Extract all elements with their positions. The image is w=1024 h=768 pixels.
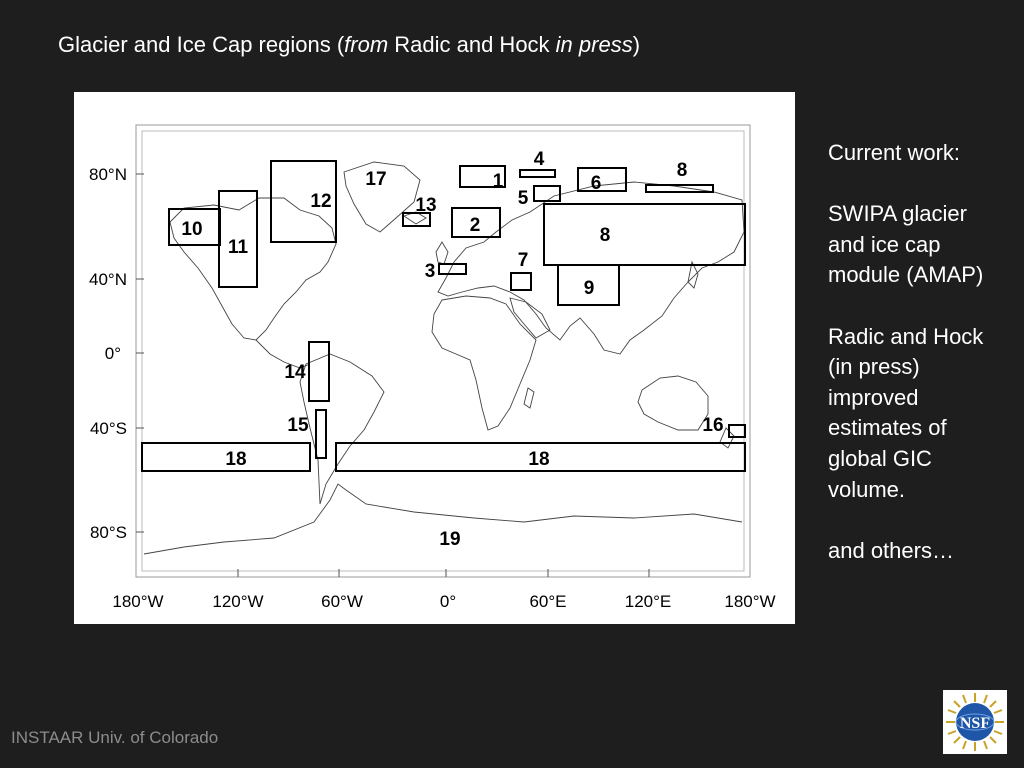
title-from: from (344, 32, 389, 57)
lon-label-0: 0° (439, 592, 457, 611)
region-label-5: 5 (517, 188, 529, 209)
region-label-8: 8 (599, 225, 611, 246)
region-label-1: 1 (492, 171, 504, 192)
region-box-15 (316, 410, 326, 458)
region-label-12: 12 (310, 191, 332, 212)
lat-label-80n: 80°N (89, 165, 127, 184)
lon-label-60w: 60°W (321, 592, 363, 611)
south-america-coast (300, 354, 384, 504)
region-label-15: 15 (287, 415, 309, 436)
sidebar-item-swipa: SWIPA glacier and ice cap module (AMAP) (828, 201, 984, 288)
lat-label-40n: 40°N (89, 270, 127, 289)
title-suffix: ) (632, 32, 641, 57)
region-box-14 (309, 342, 329, 401)
region-box-4 (520, 170, 555, 177)
sidebar-item-radic-hock: Radic and Hock (in press) improved estimates of global GIC volume. (828, 323, 984, 502)
region-label-18-west: 18 (225, 449, 247, 470)
region-box-8-north (646, 185, 713, 192)
slide-title (58, 32, 640, 58)
region-label-4: 4 (533, 149, 545, 170)
longitude-labels (112, 592, 775, 611)
lat-label-40s: 40°S (89, 419, 127, 438)
nsf-logo-icon (943, 690, 1007, 754)
sidebar-heading: Current work: (828, 140, 961, 165)
title-prefix: Glacier and Ice Cap regions ( (58, 32, 345, 57)
sidebar-notes (828, 138, 1008, 566)
lon-label-120w: 120°W (212, 592, 264, 611)
region-label-2: 2 (469, 215, 481, 236)
lon-label-180w-east: 180°W (724, 592, 776, 611)
region-box-7 (511, 273, 531, 290)
region-label-8-north: 8 (676, 160, 688, 181)
region-label-10: 10 (181, 219, 203, 240)
region-label-6: 6 (590, 173, 602, 194)
region-label-13: 13 (415, 195, 437, 216)
region-label-19: 19 (439, 529, 461, 550)
region-label-17: 17 (365, 169, 387, 190)
map-frame-inner (142, 131, 744, 571)
sidebar-item-others: and others… (828, 537, 954, 563)
region-box-5 (534, 186, 560, 201)
region-label-3: 3 (424, 261, 436, 282)
australia-coast (638, 376, 708, 430)
lat-label-80s: 80°S (89, 523, 127, 542)
lon-label-120e: 120°E (624, 592, 672, 611)
region-boxes (142, 161, 745, 471)
region-box-6 (578, 168, 626, 191)
footer-institution: INSTAAR Univ. of Colorado (11, 728, 219, 747)
coastlines (144, 162, 744, 554)
latitude-labels (89, 165, 127, 542)
lon-label-60e: 60°E (529, 592, 567, 611)
africa-coast (432, 296, 536, 430)
lon-label-180w: 180°W (112, 592, 164, 611)
region-label-14: 14 (284, 362, 306, 383)
region-label-11: 11 (227, 237, 249, 258)
title-in-press: in press (555, 32, 633, 57)
madagascar-coast (524, 388, 534, 408)
region-label-18-east: 18 (528, 449, 550, 470)
uk-coast (436, 242, 448, 264)
region-box-16 (729, 425, 745, 437)
region-label-9: 9 (583, 278, 595, 299)
region-label-16: 16 (702, 415, 724, 436)
title-middle: Radic and Hock (388, 32, 556, 57)
glacier-regions-map (74, 92, 795, 624)
region-box-8 (544, 204, 745, 265)
region-label-7: 7 (517, 250, 529, 271)
lat-label-0: 0° (104, 344, 121, 363)
logo-text: NSF (959, 715, 991, 732)
